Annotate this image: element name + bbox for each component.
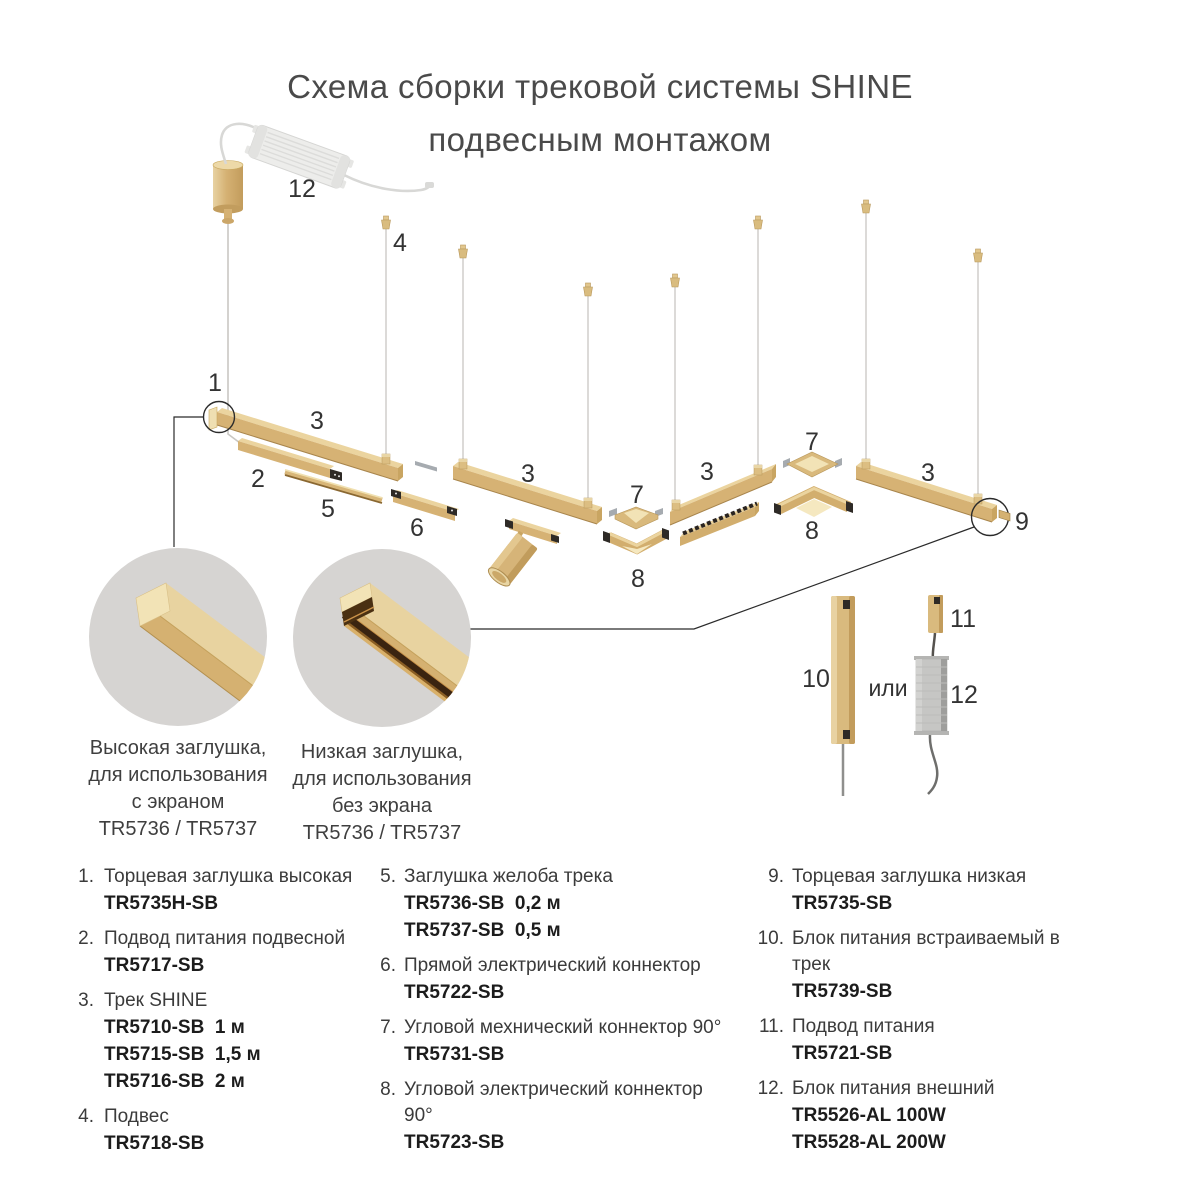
power-lead-and-psu: [914, 595, 949, 794]
part-code: TR5737-SB 0,5 м: [404, 920, 561, 941]
page-title-line2: подвесным монтажом: [428, 121, 772, 158]
part-item-1: [62, 864, 362, 917]
corner-mechanical-a: [609, 507, 663, 529]
marker-power-lead: 11: [950, 605, 976, 633]
corner-electrical-b: [774, 489, 853, 518]
callout-high-cap: [72, 735, 284, 843]
part-item-9: [744, 864, 1084, 917]
part-number: 12.: [757, 1078, 784, 1099]
marker-psu-external-bottom: 12: [950, 681, 978, 709]
part-code: TR5731-SB: [404, 1044, 505, 1065]
part-code: TR5722-SB: [404, 982, 505, 1003]
part-number: 6.: [380, 955, 396, 976]
part-number: 5.: [380, 866, 396, 887]
detail-circle-high-cap: [89, 548, 294, 726]
part-name: Угловой мехнический коннектор 90°: [404, 1017, 722, 1038]
marker-track-d: 3: [921, 459, 935, 487]
marker-track-a: 3: [310, 407, 324, 435]
callout-line: Высокая заглушка,: [89, 737, 267, 759]
parts-column-3: [744, 864, 1084, 1165]
part-code: TR5715-SB 1,5 м: [104, 1044, 261, 1065]
page-title-line1: Схема сборки трековой системы SHINE: [287, 68, 913, 105]
marker-corner-mech-a: 7: [630, 481, 644, 509]
straight-connector: [391, 489, 459, 521]
pendant-canopy: [213, 161, 243, 444]
marker-track-c: 3: [700, 458, 714, 486]
part-name: Трек SHINE: [104, 990, 208, 1011]
marker-power-feed: 2: [251, 465, 265, 493]
part-code: TR5718-SB: [104, 1133, 205, 1154]
callout-line: для использования: [88, 764, 268, 786]
part-name: Угловой электрический коннектор 90°: [404, 1079, 703, 1126]
part-name: Торцевая заглушка высокая: [104, 866, 353, 887]
part-name: Торцевая заглушка низкая: [792, 866, 1027, 887]
callout-line: TR5736 / TR5737: [98, 818, 258, 840]
marker-psu-external-top: 12: [288, 175, 316, 203]
part-code: TR5723-SB: [404, 1132, 505, 1153]
marker-end-cap-low: 9: [1015, 508, 1029, 536]
part-item-5: [372, 864, 722, 944]
page-title: [0, 60, 1200, 166]
marker-corner-elec-a: 8: [631, 565, 645, 593]
marker-psu-in-track: 10: [802, 665, 830, 693]
part-item-6: [372, 953, 722, 1006]
part-number: 7.: [380, 1017, 396, 1038]
end-cap-high-piece: [209, 407, 217, 430]
marker-suspension: 4: [393, 229, 407, 257]
part-item-7: [372, 1015, 722, 1068]
suspension-wires: [386, 213, 978, 500]
corner-electrical-a: [603, 528, 669, 554]
suspension-mounts: [382, 200, 983, 296]
part-item-11: [744, 1014, 1084, 1067]
part-number: 11.: [758, 1016, 784, 1037]
part-name: Прямой электрический коннектор: [404, 955, 701, 976]
part-code: TR5736-SB 0,2 м: [404, 893, 561, 914]
callout-line: без экрана: [331, 795, 432, 817]
part-name: Подвод питания: [792, 1016, 935, 1037]
parts-column-2: [372, 864, 722, 1165]
callout-line: Низкая заглушка,: [300, 741, 464, 763]
part-name: Блок питания встраиваемый в трек: [792, 928, 1060, 975]
detail-circle-low-cap: [293, 549, 498, 727]
part-number: 4.: [78, 1106, 94, 1127]
part-number: 9.: [768, 866, 784, 887]
marker-track-b: 3: [521, 460, 535, 488]
part-number: 2.: [78, 928, 94, 949]
marker-corner-mech-b: 7: [805, 428, 819, 456]
part-item-8: [372, 1077, 722, 1156]
part-code: TR5717-SB: [104, 955, 205, 976]
part-item-12: [744, 1076, 1084, 1156]
marker-corner-elec-b: 8: [805, 517, 819, 545]
callout-low-cap: [276, 739, 488, 847]
part-item-10: [744, 926, 1084, 1005]
part-code: TR5735H-SB: [104, 893, 219, 914]
part-name: Блок питания внешний: [792, 1078, 995, 1099]
callout-line: для использования: [292, 768, 472, 790]
part-number: 1.: [78, 866, 94, 887]
part-name: Заглушка желоба трека: [404, 866, 613, 887]
part-item-2: [62, 926, 362, 979]
part-code: TR5721-SB: [792, 1043, 893, 1064]
track-spotlight: [486, 518, 561, 589]
marker-or: или: [868, 675, 908, 701]
part-code: TR5739-SB: [792, 981, 893, 1002]
marker-straight-connector: 6: [410, 514, 424, 542]
part-number: 3.: [78, 990, 94, 1011]
part-code: TR5735-SB: [792, 893, 893, 914]
part-code: TR5716-SB 2 м: [104, 1071, 245, 1092]
part-number: 10.: [757, 928, 784, 949]
marker-end-cap-high: 1: [208, 369, 222, 397]
track-segment-c: [670, 464, 776, 525]
psu-in-track: [831, 596, 855, 796]
part-code: TR5710-SB 1 м: [104, 1017, 245, 1038]
part-number: 8.: [380, 1079, 396, 1100]
parts-column-1: [62, 864, 362, 1166]
part-code: TR5528-AL 200W: [792, 1132, 946, 1153]
callout-line: с экраном: [131, 791, 225, 813]
marker-channel-plug: 5: [321, 495, 335, 523]
callout-line: TR5736 / TR5737: [302, 822, 462, 844]
part-item-3: [62, 988, 362, 1095]
part-code: TR5526-AL 100W: [792, 1105, 946, 1126]
part-item-4: [62, 1104, 362, 1157]
track-joiner: [415, 461, 437, 472]
part-name: Подвод питания подвесной: [104, 928, 346, 949]
part-name: Подвес: [104, 1106, 169, 1127]
